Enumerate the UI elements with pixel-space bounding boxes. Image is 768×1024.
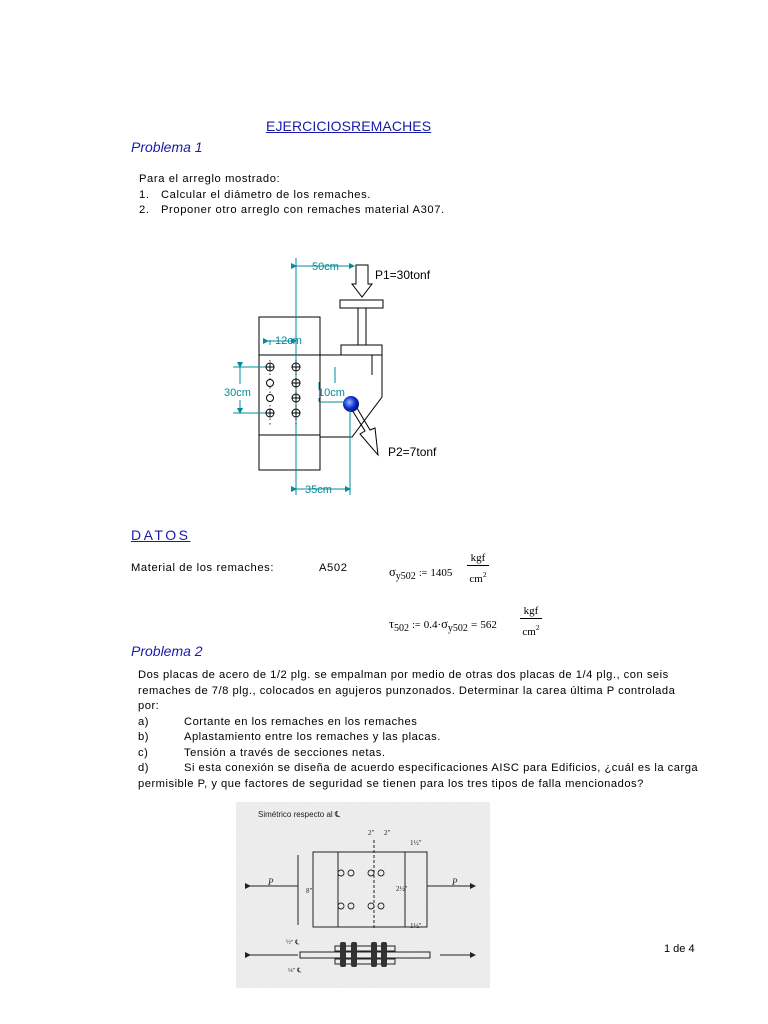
eq1-unit-exp: 2: [482, 570, 487, 579]
eq1-unit-num: kgf: [467, 552, 489, 566]
list-item: [139, 188, 559, 203]
equation-tau: [389, 617, 497, 634]
list-item: [138, 715, 718, 731]
dim-width: 8": [306, 887, 313, 895]
dim-b: 2": [384, 829, 391, 837]
load-point-icon: [343, 396, 359, 412]
paragraph-line: permisible P, y que factores de seguridad se tienen para los tres tipos de falla mencionados?: [138, 777, 644, 790]
eq2-subscript-2: y502: [447, 623, 468, 634]
eq2-symbol-2: σ: [441, 617, 448, 631]
list-item-text: Tensión a través de secciones netas.: [184, 746, 386, 759]
problema-1-heading: Problema 1: [131, 139, 203, 155]
equation-sigma: [389, 565, 452, 582]
list-item-key: b): [138, 731, 149, 743]
page-number: 1 de 4: [664, 943, 695, 955]
dim-10cm: 10cm: [318, 387, 345, 399]
dim-e: 1½": [410, 922, 422, 930]
eq1-subscript: y502: [395, 571, 416, 582]
eq2-unit-num: kgf: [520, 605, 542, 619]
eq2-assign: :=: [412, 620, 421, 631]
list-item-text: Proponer otro arreglo con remaches material A307.: [161, 204, 445, 216]
beam-top-flange: [340, 300, 383, 308]
eq2-unit-den: cm: [522, 626, 536, 638]
list-item-text: Si esta conexión se diseña de acuerdo especificaciones AISC para Edificios, ¿cuál es la carga: [184, 762, 699, 774]
paragraph-line: Dos placas de acero de 1/2 plg. se empalman por medio de otras dos placas de 1/4 plg., con seis: [138, 669, 669, 681]
list-item: [138, 761, 718, 777]
eq2-value: 562: [480, 619, 497, 631]
dim-35cm: 35cm: [305, 484, 332, 496]
list-item-number: 2.: [139, 204, 150, 216]
paragraph-line: remaches de 7/8 plg., colocados en agujeros punzonados. Determinar la carea última P controlada: [138, 684, 676, 697]
document-title: EJERCICIOSREMACHES: [266, 118, 432, 134]
list-item-number: 1.: [139, 189, 150, 201]
list-item: [139, 203, 559, 218]
material-value: A502: [319, 562, 348, 574]
rivet-holes: [266, 363, 300, 417]
eq1-symbol: σ: [389, 565, 396, 579]
problema-1-intro: Para el arreglo mostrado:: [139, 173, 281, 185]
dim-g: ¼" ℄: [288, 967, 302, 974]
datos-heading: DATOS: [131, 527, 191, 543]
material-label: Material de los remaches:: [131, 562, 275, 574]
list-item-key: d): [138, 762, 149, 774]
eq2-unit-exp: 2: [535, 623, 540, 632]
paragraph-line: por:: [138, 700, 160, 712]
eq2-subscript: 502: [394, 623, 410, 634]
p-right-label: P: [452, 877, 458, 887]
dim-f: ½" ℄: [286, 939, 300, 946]
problema-1-list: [139, 188, 559, 218]
eq1-unit: [467, 552, 489, 585]
dim-30cm: 30cm: [224, 387, 251, 399]
list-item: [138, 746, 718, 762]
problema-2-heading: Problema 2: [131, 643, 203, 659]
p1-label: P1=30tonf: [375, 268, 431, 282]
eq1-value: 1405: [430, 567, 453, 579]
figure-2-splice-diagram: [234, 800, 494, 990]
eq2-symbol: τ: [389, 617, 395, 631]
eq2-equals: =: [471, 619, 478, 631]
dim-c: 1½": [410, 839, 422, 847]
eq1-assign: :=: [418, 568, 428, 579]
list-item: [138, 730, 718, 746]
dim-50cm: 50cm: [312, 261, 339, 273]
p2-label: P2=7tonf: [388, 445, 437, 459]
list-item-text: Calcular el diámetro de los remaches.: [161, 189, 371, 201]
figure-2-caption: Simétrico respecto al ℄: [258, 810, 341, 819]
dim-12cm: 12cm: [275, 335, 302, 347]
figure-1-riveted-bracket: [215, 248, 455, 500]
problema-2-body: [138, 668, 718, 792]
list-item-key: a): [138, 715, 149, 728]
eq2-unit: [520, 605, 542, 638]
dim-d: 2½": [396, 885, 408, 893]
list-item-key: c): [138, 746, 149, 759]
eq1-unit-den: cm: [469, 573, 483, 585]
dim-a: 2": [368, 829, 375, 837]
beam-bottom-flange: [341, 345, 382, 355]
eq2-coef: 0.4·: [423, 619, 442, 631]
list-item-text: Cortante en los remaches en los remaches: [184, 715, 418, 728]
list-item-text: Aplastamiento entre los remaches y las placas.: [184, 731, 441, 743]
p1-arrow: [352, 265, 372, 297]
p-left-label: P: [268, 877, 274, 887]
